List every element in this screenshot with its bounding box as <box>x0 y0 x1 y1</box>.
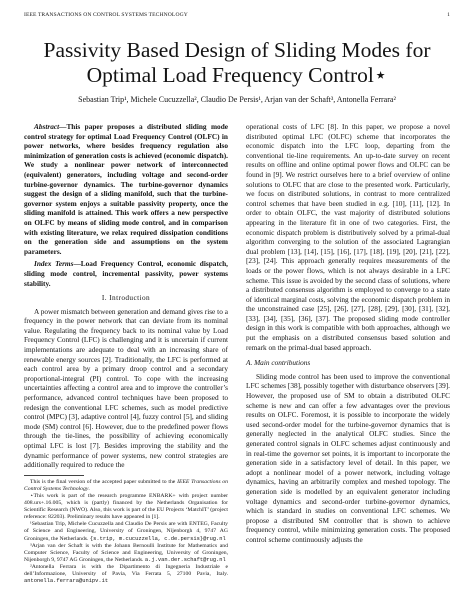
abstract-text: —This paper proposes a distributed sliding mode control strategy for optimal Load Frequency Control (OLFC) in power networks, where besides frequency regulation also minimization of generation costs is achieved (economic dispatch). We study a nonlinear power network of interconnected (equivalent) generators, including voltage and second-order turbine-governor dynamics. The turbine-governor dynamics suggest the design of a sliding manifold, such that the turbine-governor system enjoys a suitable passivity property, once the sliding manifold is attained. This work offers a new perspective on OLFC by means of sliding mode control, and in comparison with existing literature, we relax required dissipation conditions on the generation side and assumptions on the system parameters. <box>24 122 228 256</box>
subsection-heading-contributions: A. Main contributions <box>246 358 311 368</box>
footnote-version-journal: IEEE Transactions on Control Systems Technology <box>24 478 228 492</box>
footnote-affiliation-pavia <box>24 564 228 585</box>
body-paragraph: Sliding mode control has been used to improve the conventional LFC schemes [38], possibly together with disturbance observers [39]. However, the proposed use of SM to obtain a distributed OLFC scheme is new and can offer a few advantages over the previous results on OLFC. Foremost, it is possible to incorporate the widely used second-order model for the turbine-governor dynamics that is generally neglected in the analytical OLFC studies. Since the generated control signals in OLFC schemes adjust continuously and in real-time the governor set points, it is important to incorporate the generation side in a satisfactory level of detail. In this paper, we adopt a nonlinear model of a power network, including voltage dynamics, having an arbitrarily complex and meshed topology. The generation side is modelled by an equivalent generator including voltage dynamics and second-order turbine-governor dynamics, which is standard in studies on conventional LFC schemes. We propose a distributed SM controller that is shown to achieve frequency control, while minimizing generation costs. The proposed control scheme continuously adjusts the <box>246 371 450 544</box>
footnote-version-prefix: This is the final version of the accepted paper submitted to the <box>30 478 178 485</box>
abstract <box>24 122 228 256</box>
footnote-affiliation-vanderschaft <box>24 543 228 564</box>
paper-title: Passivity Based Design of Sliding Modes for Optimal Load Frequency Control⋆ <box>43 38 431 87</box>
page-number: 1 <box>447 12 450 18</box>
index-terms-text: —Load Frequency Control, economic dispatch, sliding mode control, incremental passivity, power systems stability. <box>24 259 228 288</box>
footnote-divider <box>24 475 84 476</box>
footnote-version-suffix: . <box>88 485 90 492</box>
right-column <box>246 122 450 545</box>
footnote-affiliation-text: ³Arjan van der Schaft is with the Johann Bernoulli Institute for Mathematics and Computer Science, Faculty of Science and Engineering, University of Groningen, Nijenborgh 9, 9747 AG Groningen, the Netherlands. <box>24 542 228 563</box>
footnotes <box>24 479 228 585</box>
index-terms-label: Index Terms <box>34 259 74 269</box>
left-column <box>24 122 228 585</box>
footnote-version <box>24 479 228 493</box>
body-paragraph: operational costs of LFC [8]. In this paper, we propose a novel distributed optimal LFC (OLFC) scheme that incorporates the economic dispatch into the LFC loop, departing from the conventional tie-line requirements. An up-to-date survey on recent results on offline and online optimal power flows and OLFC can be found in [9]. We restrict ourselves here to a brief overview of online solutions to OLFC that are close to the presented work. Particularly, we focus on distributed solutions, in contrast to more centralized control schemes that have been studied in e.g. [10], [11], [12]. In order to obtain OLFC, the vast majority of distributed solutions appearing in the literature fit in one of two categories. First, the economic dispatch problem is distributively solved by a primal-dual algorithm converging to the solution of the associated Lagrangian dual problem [13], [14], [15], [16], [17], [18], [19], [20], [21], [22], [23], [24]. This approach generally requires measurements of the loads or the power flows, which is not always desirable in a LFC scheme. This issue is avoided by the second class of solutions, where a distributed consensus algorithm is employed to converge to a state of identical marginal costs, solving the economic dispatch problem in the unconstrained case [25], [26], [27], [28], [29], [30], [31], [32], [33], [34], [35], [36], [37]. The proposed sliding mode controller design in this work is compatible with both approaches, although we put the emphasis on a distributed consensus based solution and remark on the primal-dual based approach. <box>246 122 450 352</box>
journal-name: IEEE TRANSACTIONS ON CONTROL SYSTEMS TECHNOLOGY <box>24 12 188 18</box>
section-heading-introduction: I. Introduction <box>101 293 151 303</box>
email-link-vanderschaft[interactable]: a.j.van.der.schaft@rug.nl <box>144 556 226 563</box>
footnote-affiliation-text: ¹Sebastian Trip, Michele Cucuzzella and Claudio De Persis are with ENTEG, Faculty of Science and Engineering, University of Groningen, Nijenborgh 4, 9747 AG Groningen, the Netherlands. <box>24 521 228 542</box>
footnote-affiliation-text: ²Antonella Ferrara is with the Dipartimento di Ingegneria Industriale e dell’Informazione, University of Pavia, Via Ferrata 5, 27100 Pavia, Italy. <box>24 563 228 577</box>
footnote-affiliation-groningen <box>24 521 228 542</box>
intro-paragraph: A power mismatch between generation and demand gives rise to a frequency in the power network that can deviate from its nominal value. Regulating the frequency back to its nominal value by Load Frequency Control (LFC) is challenging and it is uncertain if current implementations are adequate to deal with an increasing share of renewable energy sources [2]. Traditionally, the LFC is performed at each control area by a primary droop control and a secondary proportional-integral (PI) control. To cope with the increasing uncertainties affecting a control area and to improve the controller’s performance, advanced control techniques have been proposed to redesign the conventional LFC schemes, such as model predictive control (MPC) [3], adaptive control [4], fuzzy control [5], and sliding mode (SM) control [6]. However, due to the predefined power flows through the tie-lines, the possibility of achieving economically optimal LFC is lost [7]. Besides improving the stability and the dynamic performance of power systems, new control strategies are additionally required to reduce the <box>24 306 228 470</box>
email-link-pavia[interactable]: antonella.ferrara@unipv.it <box>24 578 109 585</box>
running-header <box>24 12 450 22</box>
email-link-groningen[interactable]: {s.trip, m.cucuzzella, c.de.persis}@rug.nl <box>89 535 226 542</box>
author-list: Sebastian Trip¹, Michele Cucuzzella², Claudio De Persis¹, Arjan van der Schaft³, Antonella Ferrara² <box>78 95 396 104</box>
footnote-funding: ⋆This work is part of the research programme ENBARK+ with project number 408.urs+.16.005, which is (partly) financed by the Netherlands Organisation for Scientific Research (NWO). Also, this work is part of the EU Projects ‘MatchIT’ (project reference: 82203). Preliminary results have appeared in [1]. <box>24 492 228 521</box>
index-terms <box>24 259 228 288</box>
abstract-label: Abstract <box>34 122 60 131</box>
